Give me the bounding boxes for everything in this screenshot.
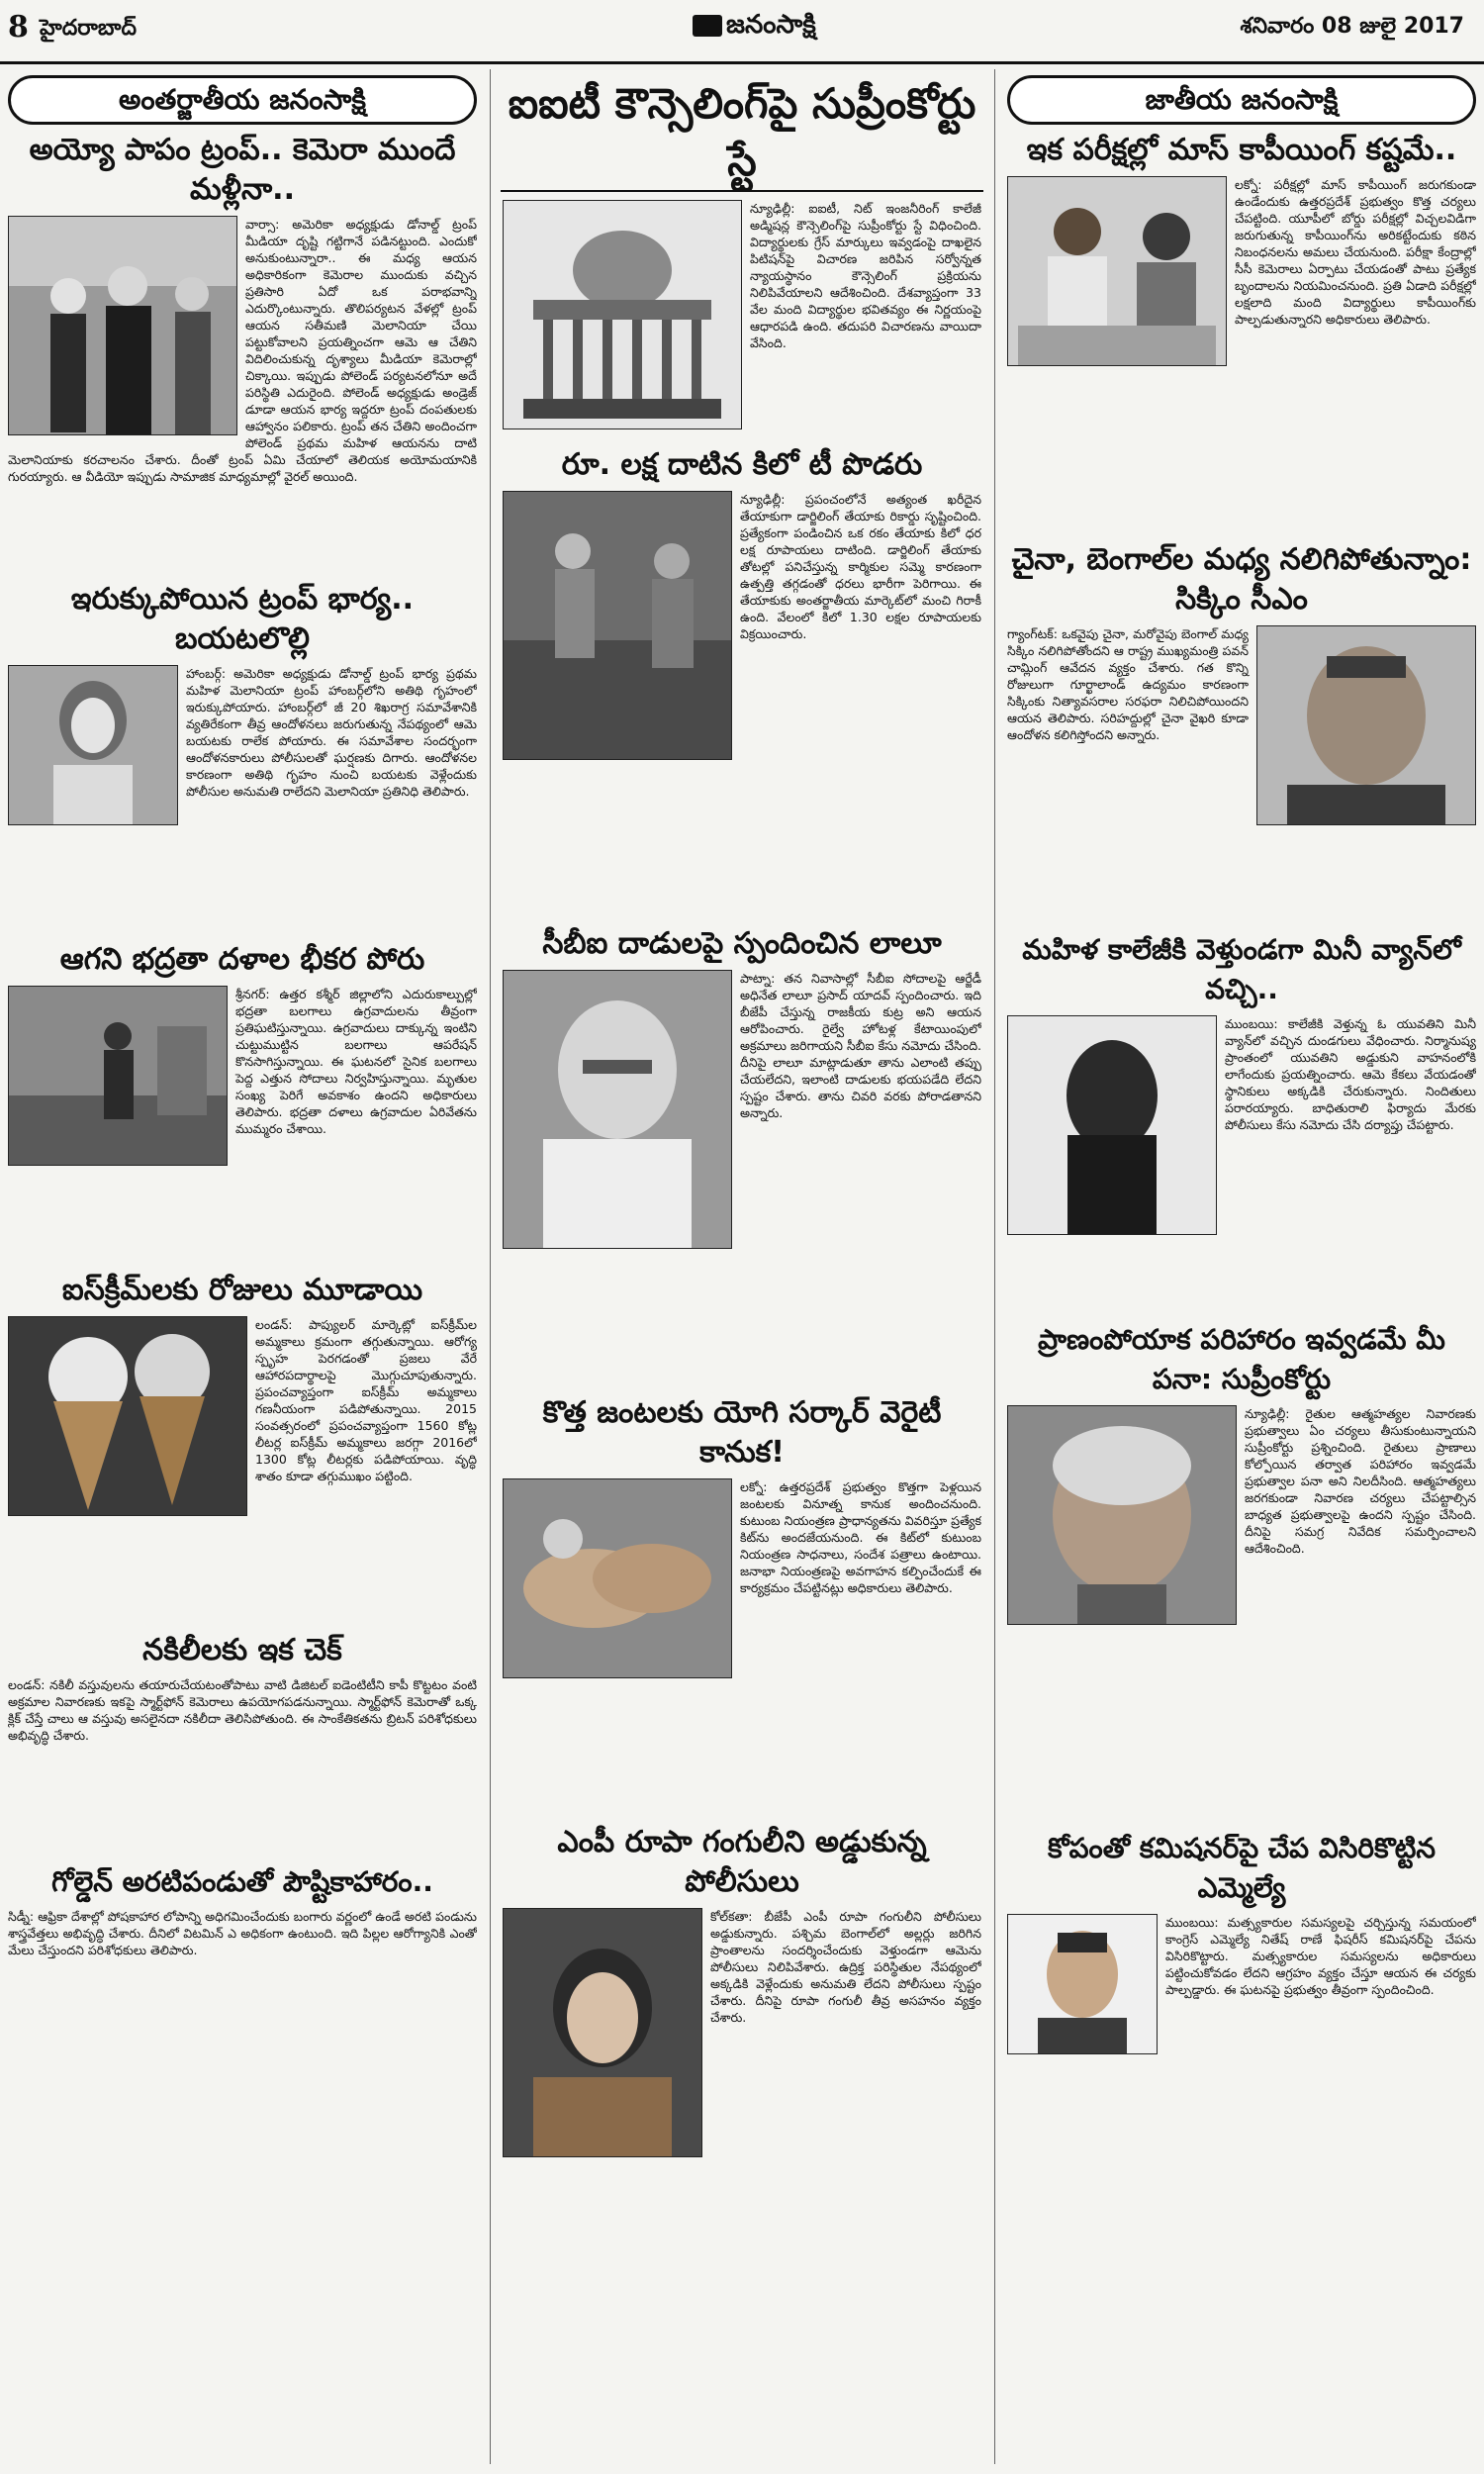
article-body: హాంబర్గ్: అమెరికా అధ్యక్షుడు డోనాల్డ్ ట్రంప్ భార్య ప్రథమ మహిళ మెలానియా ట్రంప్ హాంబర్గ్‌లోని అతిథి గృహంలో ఇరుక్కుపోయారు. హాంబర్గ్‌లో జీ 20 శిఖరాగ్ర సమావేశానికి వ్యతిరేకంగా తీవ్ర ఆందోళనలు జరుగుతున్న నేపథ్యంలో ఆమె బయటకు రాలేక పోయారు. ఈ సమావేశాల సందర్భంగా ఆందోళనకారులు పోలీసులతో ఘర్షణకు దిగారు. ఆందోళనల కారణంగా అతిథి గృహం నుంచి బయటకు వెళ్లేందుకు పోలీసుల అనుమతి రాలేదని మెలానియా ప్రతినిధి తెలిపారు.: [186, 666, 477, 799]
article-body: లక్నో: పరీక్షల్లో మాస్ కాపీయింగ్ జరుగకుండా ఉండేందుకు ఉత్తరప్రదేశ్ ప్రభుత్వం కొత్త చర్యలు చేపట్టింది. యూపీలో బోర్డు పరీక్షల్లో విచ్చలవిడిగా జరుగుతున్న కాపీయింగ్‌ను అరికట్టేందుకు కఠిన నిబంధనలను అమలు చేయనుంది. పరీక్షా కేంద్రాల్లో సీసీ కెమెరాలు ఏర్పాటు చేయడంతో పాటు ప్రత్యేక బృందాలను నియమించనుంది. ప్రతి ఏడాది పరీక్షల్లో లక్షలాది మంది విద్యార్థులు కాపీయింగ్‌కు పాల్పడుతున్నారని అధికారులు తెలిపారు.: [1235, 177, 1476, 327]
photo-tea-workers: [503, 491, 732, 760]
headline: మహిళ కాలేజీకి వెళ్తుండగా మినీ వ్యాన్‌లో వచ్చి..: [1022, 933, 1461, 1005]
column-divider: [994, 69, 995, 2464]
article: [1007, 1405, 1476, 1821]
headline: ఇరుక్కుపోయిన ట్రంప్ భార్య.. బయటలొల్లి: [70, 582, 415, 656]
section-banner-national: జాతీయ జనంసాక్షి: [1007, 75, 1476, 125]
article-body: వార్సా: అమెరికా అధ్యక్షుడు డోనాల్డ్ ట్రంప్ మీడియా దృష్టి గట్టిగానే పడినట్టుంది. ఎందుకో అనుకుంటున్నారా.. ఈ మధ్య ఆయన అధికారికంగా కెమెరాల ముందుకు వచ్చిన ప్రతిసారి ఏదో ఒక పరాభవాన్ని ఎదుర్కొంటున్నారు. తొలిపర్యటన వేళల్లో ట్రంప్ ఆయన సతీమణి మెలానియా చేయి పట్టుకోవాలని ప్రయత్నించగా ఆమె ఆ చేతిని విదిలించుకున్న దృశ్యాలు మీడియా కెమెరాల్లో చిక్కాయి. ఇప్పుడు పోలెండ్ పర్యటనలోనూ అదే పరిస్థితి ఎదురైంది. పోలెండ్ అధ్యక్షుడు అండ్రెజ్ డూడా ఆయన భార్య ఇద్దరూ ట్రంప్ దంపతులకు ఆహ్వానం పలికారు. ట్రంప్ తన చేతిని అందించగా పోలెండ్ ప్రథమ మహిళ ఆయనను దాటి మెలానియాకు కరచాలనం చేశారు. దీంతో ట్రంప్ ఏమి చేయాలో తెలియక అయోమయానికి గురయ్యారు. ఆ వీడియో ఇప్పుడు సామాజిక మాధ్యమాల్లో వైరల్ అయింది.: [8, 217, 477, 484]
article: [8, 986, 477, 1263]
headline: ఎంపీ రూపా గంగులీని అడ్డుకున్న పోలీసులు: [557, 1825, 927, 1899]
logo-icon: [693, 15, 722, 37]
article: [1007, 176, 1476, 532]
city-label: హైదరాబాద్: [40, 16, 137, 41]
headline: చైనా, బెంగాల్‌ల మధ్య నలిగిపోతున్నాం: సిక్కిం సీఎం: [1011, 542, 1472, 617]
article: [8, 665, 477, 932]
headline: గోల్డెన్ అరటిపండుతో పౌష్టికాహారం..: [51, 1865, 433, 1898]
article: [1007, 625, 1476, 922]
article-body: కోల్‌కతా: బీజేపీ ఎంపీ రూపా గంగులీని పోలీసులు అడ్డుకున్నారు. పశ్చిమ బెంగాల్‌లో అల్లర్లు జరిగిన ప్రాంతాలను సందర్శించేందుకు వెళ్తుండగా ఆమెను పోలీసులు నిలిపివేశారు. ఉద్రిక్త పరిస్థితుల నేపథ్యంలో అక్కడికి వెళ్లేందుకు అనుమతి లేదని పోలీసులు స్పష్టం చేశారు. దీనిపై రూపా గంగులీ తీవ్ర అసహనం వ్యక్తం చేశారు.: [710, 1909, 981, 2025]
newspaper-logo: [693, 10, 816, 46]
column-international: [0, 69, 485, 2464]
section-banner-international: అంతర్జాతీయ జనంసాక్షి: [8, 75, 477, 125]
photo-melania: [8, 665, 178, 825]
photo-roopa-ganguly: [503, 1908, 702, 2157]
page-number: 8: [8, 10, 29, 45]
article: [1007, 1015, 1476, 1312]
photo-elderly-man: [1007, 1405, 1237, 1625]
article: [503, 970, 981, 1385]
article-body: శ్రీనగర్: ఉత్తర కశ్మీర్ జిల్లాలోని ఎదురుకాల్పుల్లో భద్రతా బలగాలు ఉగ్రవాదులను తీవ్రంగా ప్రతిఘటిస్తున్నాయి. ఉగ్రవాదులు దాక్కున్న ఇంటిని చుట్టుముట్టిన బలగాలు ఆపరేషన్ కొనసాగిస్తున్నాయి. ఈ ఘటనలో సైనిక బలగాలు పెద్ద ఎత్తున సోదాలు నిర్వహిస్తున్నాయి. మృతుల సంఖ్య పెరిగే అవకాశం ఉందని అధికారులు తెలిపారు. భద్రతా దళాలు ఉగ్రవాదుల ఏరివేతను ముమ్మరం చేశాయి.: [235, 987, 477, 1136]
headline: సీబీఐ దాడులపై స్పందించిన లాలూ: [542, 926, 942, 961]
article-body: పాట్నా: తన నివాసాల్లో సీబీఐ సోదాలపై ఆర్జేడీ అధినేత లాలూ ప్రసాద్ యాదవ్ స్పందించారు. ఇది బీజేపీ చేస్తున్న రాజకీయ కుట్ర అని ఆయన ఆరోపించారు. రైల్వే హోటళ్ల కేటాయింపులో అక్రమాలు జరిగాయని సీబీఐ కేసు నమోదు చేసింది. దీనిపై లాలూ మాట్లాడుతూ తాను ఎలాంటి తప్పు చేయలేదని, ఇలాంటి దాడులకు భయపడేది లేదని స్పష్టం చేశారు. తాను చివరి వరకు పోరాడతానని అన్నారు.: [740, 971, 981, 1120]
headline: నకిలీలకు ఇక చెక్: [142, 1633, 342, 1667]
photo-security-forces: [8, 986, 228, 1166]
column-divider: [490, 69, 491, 2464]
headline: ఇక పరీక్షల్లో మాస్ కాపీయింగ్ కష్టమే..: [1026, 133, 1457, 167]
article-body: లండన్: పాప్యులర్ మార్కెట్లో ఐస్‌క్రీమ్‌ల అమ్మకాలు క్రమంగా తగ్గుతున్నాయి. ఆరోగ్య స్పృహ పెరగడంతో ప్రజలు వేరే ఆహారపదార్థాలపై మొగ్గుచూపుతున్నారు. ప్రపంచవ్యాప్తంగా ఐస్‌క్రీమ్ అమ్మకాలు గణనీయంగా పడిపోతున్నాయి. 2015 సంవత్సరంలో ప్రపంచవ్యాప్తంగా 1560 కోట్ల లీటర్ల ఐస్‌క్రీమ్ అమ్మకాలు జరగ్గా 2016లో 1300 కోట్ల లీటర్లకు పడిపోయాయి. వృద్ధి శాతం కూడా తగ్గుముఖం పట్టింది.: [255, 1317, 477, 1483]
article: [503, 1478, 981, 1815]
article: [8, 1908, 477, 2007]
article: [8, 1316, 477, 1623]
photo-mla: [1007, 1914, 1158, 2054]
masthead-rule: [0, 61, 1484, 64]
headline: రూ. లక్ష దాటిన కిలో టీ పొడరు: [561, 447, 923, 482]
article-body: లండన్: నకిలీ వస్తువులను తయారుచేయటంతోపాటు వాటి డిజిటల్ ఐడెంటిటీని కాపీ కొట్టటం వంటి అక్రమాల నివారణకు ఇకపై స్మార్ట్‌ఫోన్ కెమెరాలు ఉపయోగపడనున్నాయి. స్మార్ట్‌ఫోన్ కెమెరాతో ఒక్క క్లిక్ చేస్తే చాలు ఆ వస్తువు అసలైనదా నకిలీదా తెలిసిపోతుంది. ఈ సాంకేతికతను బ్రిటన్ పరిశోధకులు అభివృద్ధి చేశారు.: [8, 1677, 477, 1743]
masthead: [0, 0, 1484, 61]
article-body: ముంబయి: కాలేజీకి వెళ్తున్న ఓ యువతిని మినీ వ్యాన్‌లో వచ్చిన దుండగులు వేధించారు. నిర్మానుష్య ప్రాంతంలో యువతిని అడ్డుకుని వాహనంలోకి లాగేందుకు ప్రయత్నించారు. ఆమె కేకలు వేయడంతో స్థానికులు అక్కడికి చేరుకున్నారు. నిందితులు పరారయ్యారు. బాధితురాలి ఫిర్యాదు మేరకు పోలీసులు కేసు నమోదు చేసి దర్యాప్తు చేపట్టారు.: [1225, 1016, 1476, 1132]
column-national: [999, 69, 1484, 2464]
article: [503, 491, 981, 916]
article-body: ముంబయి: మత్స్యకారుల సమస్యలపై చర్చిస్తున్న సమయంలో కాంగ్రెస్ ఎమ్మెల్యే నితేష్ రాణే ఫిషరీస్ కమిషనర్‌పై చేపను విసిరికొట్టారు. మత్స్యకారుల సమస్యలను అధికారులు పట్టించుకోవడం లేదని ఆగ్రహం వ్యక్తం చేస్తూ ఆయన ఈ చర్యకు పాల్పడ్డారు. ఈ ఘటనపై ప్రభుత్వం తీవ్రంగా స్పందించింది.: [1165, 1915, 1476, 1997]
headline: ఆగని భద్రతా దళాల భీకర పోరు: [59, 942, 425, 977]
headline: ప్రాణంపోయాక పరిహారం ఇవ్వడమే మీ పనా: సుప్రీంకోర్టు: [1038, 1323, 1445, 1395]
photo-ice-cream: [8, 1316, 247, 1516]
headline: కొత్త జంటలకు యోగి సర్కార్ వెరైటీ కానుక!: [542, 1395, 942, 1470]
article: [8, 216, 477, 572]
article: [1007, 1914, 1476, 2211]
photo-sikkim-cm: [1256, 625, 1476, 825]
newspaper-name: జనంసాక్షి: [726, 10, 816, 40]
column-center: [495, 69, 989, 2464]
article: [503, 200, 981, 437]
photo-supreme-court: [503, 200, 742, 429]
article-body: గ్యాంగ్‌టక్: ఒకవైపు చైనా, మరోవైపు బెంగాల్ మధ్య సిక్కిం నలిగిపోతోందని ఆ రాష్ట్ర ముఖ్యమంత్రి పవన్ చామ్లింగ్ ఆవేదన వ్యక్తం చేశారు. గత కొన్ని రోజులుగా గూర్ఖాలాండ్ ఉద్యమం కారణంగా సిక్కింకు నిత్యావసరాల సరఫరా నిలిచిపోయిందని ఆయన తెలిపారు. సరిహద్దుల్లో చైనా వైఖరి కూడా ఆందోళన కలిగిస్తోందని అన్నారు.: [1007, 626, 1249, 742]
lead-headline: ఐఐటీ కౌన్సెలింగ్‌పై సుప్రీంకోర్టు స్టే: [501, 75, 983, 192]
article-body: న్యూఢిల్లీ: రైతుల ఆత్మహత్యల నివారణకు ప్రభుత్వాలు ఏం చర్యలు తీసుకుంటున్నాయని సుప్రీంకోర్టు ప్రశ్నించింది. రైతులు ప్రాణాలు కోల్పోయిన తర్వాత పరిహారం ఇవ్వడమే ప్రభుత్వాల పనా అని నిలదీసింది. ఆత్మహత్యలు జరగకుండా నివారణ చర్యలు చేపట్టాల్సిన బాధ్యత ప్రభుత్వాలపై ఉందని స్పష్టం చేసింది. దీనిపై సమగ్ర నివేదిక సమర్పించాలని ఆదేశించింది.: [1245, 1406, 1476, 1556]
photo-students-exam: [1007, 176, 1227, 366]
headline: ఐస్‌క్రీమ్‌లకు రోజులు మూడాయి: [61, 1273, 423, 1307]
issue-date: శనివారం 08 జులై 2017: [1240, 14, 1464, 39]
photo-lalu: [503, 970, 732, 1249]
headline: కోపంతో కమిషనర్‌పై చేప విసిరికొట్టిన ఎమ్మెల్యే: [1047, 1832, 1437, 1904]
article: [8, 1676, 477, 1855]
photo-couple-hands: [503, 1478, 732, 1678]
article: [503, 1908, 981, 2215]
photo-trump-couple: [8, 216, 237, 435]
article-body: సిడ్నీ: ఆఫ్రికా దేశాల్లో పోషకాహార లోపాన్ని అధిగమించేందుకు బంగారు వర్ణంలో ఉండే అరటి పండును శాస్త్రవేత్తలు అభివృద్ధి చేశారు. దీనిలో విటమిన్ ఎ అధికంగా ఉంటుంది. ఇది పిల్లల ఆరోగ్యానికి ఎంతో మేలు చేస్తుందని పరిశోధకులు తెలిపారు.: [8, 1909, 477, 1957]
article-body: న్యూఢిల్లీ: ప్రపంచంలోనే అత్యంత ఖరీదైన తేయాకుగా డార్జిలింగ్ తేయాకు రికార్డు సృష్టించింది. ప్రత్యేకంగా పండించిన ఒక రకం తేయాకు కిలో ధర లక్ష రూపాయలు దాటింది. డార్జిలింగ్ తేయాకు తోటల్లో పనిచేస్తున్న కార్మికుల సమ్మె కారణంగా ఉత్పత్తి తగ్గడంతో ధరలు భారీగా పెరిగాయి. ఈ తేయాకుకు అంతర్జాతీయ మార్కెట్‌లో మంచి గిరాకీ ఉంది. వేలంలో కిలో 1.30 లక్షల రూపాయలకు విక్రయించారు.: [740, 492, 981, 641]
article-body: న్యూఢిల్లీ: ఐఐటీ, నిట్ ఇంజనీరింగ్ కాలేజీ అడ్మిషన్ల కౌన్సెలింగ్‌పై సుప్రీంకోర్టు స్టే విధించింది. విద్యార్థులకు గ్రేస్ మార్కులు ఇవ్వడంపై దాఖలైన పిటిషన్‌పై విచారణ జరిపిన సర్వోన్నత న్యాయస్థానం కౌన్సెలింగ్ ప్రక్రియను నిలిపివేయాలని ఆదేశించింది. దేశవ్యాప్తంగా 33 వేల మంది విద్యార్థుల భవితవ్యం ఈ నిర్ణయంపై ఆధారపడి ఉంది. తదుపరి విచారణను వాయిదా వేసింది.: [750, 201, 981, 350]
headline: అయ్యో పాపం ట్రంప్.. కెమెరా ముందే మళ్లీనా..: [29, 133, 456, 207]
photo-woman-silhouette: [1007, 1015, 1217, 1235]
article-body: లక్నో: ఉత్తరప్రదేశ్ ప్రభుత్వం కొత్తగా పెళ్లయిన జంటలకు వినూత్న కానుక అందించనుంది. కుటుంబ నియంత్రణ ప్రాధాన్యతను వివరిస్తూ ప్రత్యేక కిట్‌ను అందజేయనుంది. ఈ కిట్‌లో కుటుంబ నియంత్రణ సాధనాలు, సందేశ పత్రాలు ఉంటాయి. జనాభా నియంత్రణపై అవగాహన కల్పించేందుకే ఈ కార్యక్రమం చేపట్టినట్లు అధికారులు తెలిపారు.: [740, 1479, 981, 1595]
